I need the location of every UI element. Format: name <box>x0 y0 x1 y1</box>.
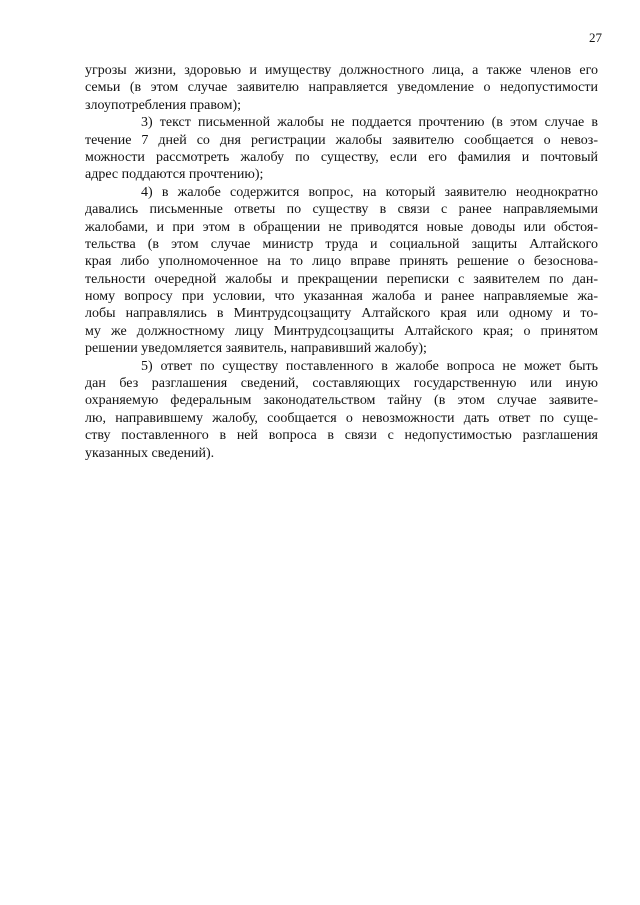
text-line: тельности очередной жалобы и прекращении переписки с заявителем по дан- <box>85 271 598 287</box>
page-number: 27 <box>589 30 602 45</box>
document-body <box>85 62 598 462</box>
text-line: лю, направившему жалобу, сообщается о невозможности дать ответ по суще- <box>85 410 598 426</box>
text-line: охраняемую федеральным законодательством тайну (в этом случае заявите- <box>85 393 598 409</box>
text-line: 3) текст письменной жалобы не поддается прочтению (в этом случае в <box>141 115 598 131</box>
text-line: му же должностному лицу Минтрудсоцзащиты Алтайского края; о принятом <box>85 323 598 339</box>
text-line: края либо уполномоченное на то лицо вправе принять решение о безоснова- <box>85 254 598 270</box>
text-line: течение 7 дней со дня регистрации жалобы заявителю сообщается о невоз- <box>85 132 598 148</box>
text-line: ному вопросу при условии, что указанная жалоба и ранее направляемые жа- <box>85 289 598 305</box>
text-line: можности рассмотреть жалобу по существу, если его фамилия и почтовый <box>85 149 598 165</box>
text-line: угрозы жизни, здоровью и имуществу должностного лица, а также членов его <box>85 63 598 78</box>
text-line: давались письменные ответы по существу в связи с ранее направляемыми <box>85 202 598 218</box>
text-line: ству поставленного в ней вопроса в связи с недопустимостью разглашения <box>85 428 598 444</box>
text-line: 4) в жалобе содержится вопрос, на который заявителю неоднократно <box>141 184 598 200</box>
text-line: семьи (в этом случае заявителю направляется уведомление о недопустимости <box>85 80 598 96</box>
paragraph-item-3 <box>85 114 598 184</box>
paragraph-continuation <box>85 62 598 114</box>
text-line: указанных сведений). <box>85 445 215 461</box>
text-line: 5) ответ по существу поставленного в жалобе вопроса не может быть <box>141 358 598 374</box>
paragraph-item-4 <box>85 184 598 358</box>
text-line: дан без разглашения сведений, составляющих государственную или иную <box>85 376 598 392</box>
text-line: злоупотребления правом); <box>85 97 242 113</box>
text-line: тельства (в этом случае министр труда и социальной защиты Алтайского <box>85 236 598 252</box>
text-line: решении уведомляется заявитель, направивший жалобу); <box>85 341 427 357</box>
paragraph-item-5 <box>85 358 598 462</box>
text-line: жалобами, и при этом в обращении не приводятся новые доводы или обстоя- <box>85 219 598 235</box>
text-line: лобы направлялись в Минтрудсоцзащиту Алтайского края или одному и то- <box>85 306 598 322</box>
text-line: адрес поддаются прочтению); <box>85 167 264 183</box>
